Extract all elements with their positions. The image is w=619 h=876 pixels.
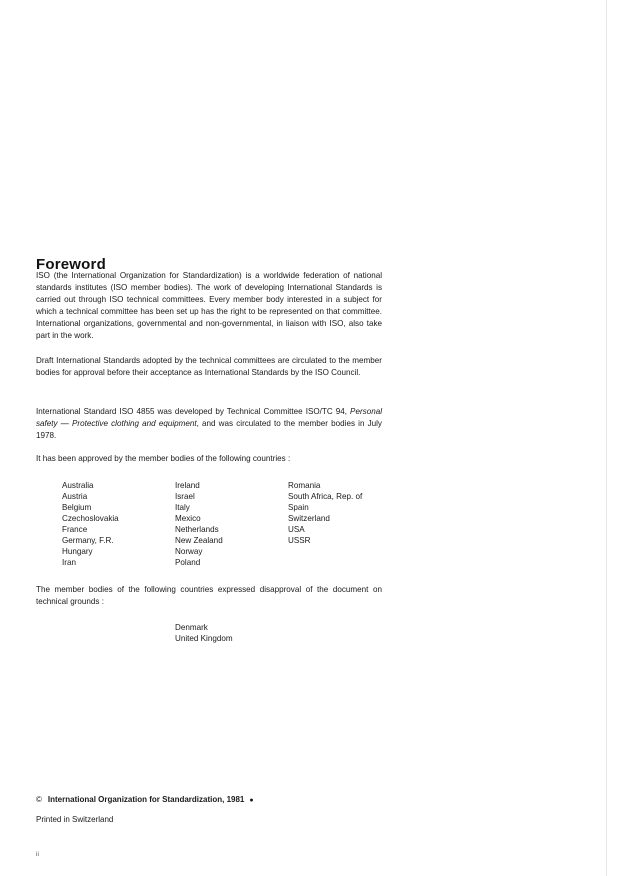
list-item: Ireland (175, 481, 200, 490)
approving-countries-column-2 (175, 480, 223, 568)
list-item: USSR (288, 536, 311, 545)
list-item: Spain (288, 503, 309, 512)
list-item: South Africa, Rep. of (288, 492, 363, 501)
list-item: Hungary (62, 547, 93, 556)
list-item: Australia (62, 481, 94, 490)
list-item: Netherlands (175, 525, 219, 534)
list-item: Austria (62, 492, 88, 501)
list-item: Romania (288, 481, 321, 490)
list-item: Belgium (62, 503, 92, 512)
list-item: Czechoslovakia (62, 514, 119, 523)
list-item: USA (288, 525, 305, 534)
foreword-heading: Foreword (36, 256, 106, 274)
printed-in-text: Printed in Switzerland (36, 815, 114, 824)
copyright-text: International Organization for Standardization, 1981 (47, 795, 245, 804)
circulation-text: , and was circulated to the member bodies in July 1978. (36, 419, 382, 441)
bullet-icon: ● (249, 797, 254, 804)
list-item: Norway (175, 547, 203, 556)
list-item: New Zealand (175, 536, 223, 545)
paragraph-draft-standards: Draft International Standards adopted by the technical committees are circulated to the member bodies for approval before their acceptance as International Standards by the ISO Council. (36, 356, 382, 378)
list-item: Denmark (175, 623, 208, 632)
standard-development-text: International Standard ISO 4855 was developed by Technical Committee ISO/TC 94, (36, 407, 347, 416)
list-item: Poland (175, 558, 201, 567)
list-item: Mexico (175, 514, 201, 523)
disapproving-countries (175, 622, 233, 644)
paragraph-iso-intro: ISO (the International Organization for Standardization) is a worldwide federation of national standards institutes (ISO member bodies). The work of developing International Standards is carried out through ISO technical committees. Every member body interested in a subject for which a technical committee has been set up has the right to be represented on that committee. International organizations, governmental and non-governmental, in liaison with ISO, also take part in the work. (36, 271, 382, 341)
list-item: Switzerland (288, 514, 330, 523)
approving-countries-column-3 (288, 480, 362, 546)
list-item: Iran (62, 558, 76, 567)
paragraph-approval: It has been approved by the member bodies of the following countries : (36, 454, 291, 463)
page-number: ii (36, 851, 39, 858)
page-edge-line (606, 0, 607, 876)
paragraph-standard-development (36, 406, 382, 442)
paragraph-disapproval: The member bodies of the following countries expressed disapproval of the document on technical grounds : (36, 585, 382, 607)
list-item: France (62, 525, 88, 534)
copyright-icon: © (36, 795, 42, 804)
committee-title: Personal safety — Protective clothing and equipment (36, 407, 382, 429)
copyright-line (36, 795, 254, 804)
list-item: Italy (175, 503, 190, 512)
list-item: Israel (175, 492, 195, 501)
list-item: United Kingdom (175, 634, 233, 643)
list-item: Germany, F.R. (62, 536, 114, 545)
approving-countries-column-1 (62, 480, 119, 568)
